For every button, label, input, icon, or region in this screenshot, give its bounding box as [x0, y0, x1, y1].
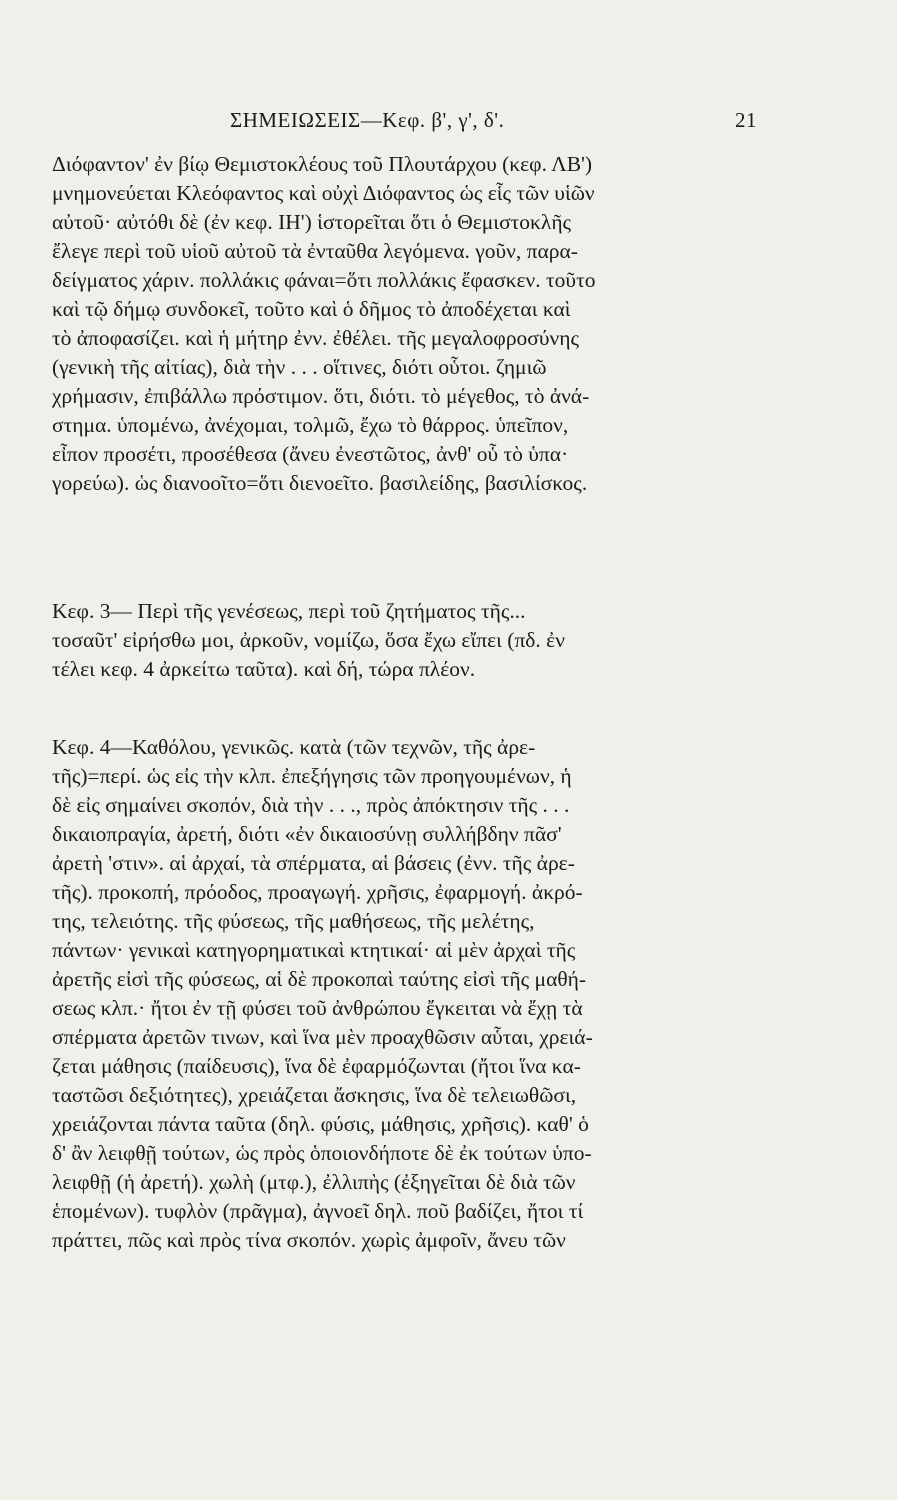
text-line: ἑπομένων). τυφλὸν (πρᾶγμα), ἀγνοεῖ δηλ. ποῦ βαδίζει, ἤτοι τί — [52, 1199, 584, 1223]
text-line: Διόφαντον' ἐν βίῳ Θεμιστοκλέους τοῦ Πλουτάρχου (κεφ. ΛΒ') — [52, 152, 593, 176]
text-line: στημα. ὑπομένω, ἀνέχομαι, τολμῶ, ἔχω τὸ θάρρος. ὑπεῖπον, — [52, 413, 569, 437]
text-line: χρήμασιν, ἐπιβάλλω πρόστιμον. ὅτι, διότι. τὸ μέγεθος, τὸ ἀνά- — [52, 384, 590, 408]
text-line: τῆς). προκοπή, πρόοδος, προαγωγή. χρῆσις, ἐφαρμογή. ἀκρό- — [52, 880, 583, 904]
text-line: δείγματος χάριν. πολλάκις φάναι=ὅτι πολλάκις ἔφασκεν. τοῦτο — [52, 268, 596, 292]
text-line: μνημονεύεται Κλεόφαντος καὶ οὐχὶ Διόφαντος ὡς εἷς τῶν υἱῶν — [52, 181, 595, 205]
text-line: πάντων· γενικαὶ κατηγορηματικαὶ κτητικαί· αἱ μὲν ἀρχαὶ τῆς — [52, 938, 576, 962]
text-line: δ' ἂν λειφθῇ τούτων, ὡς πρὸς ὁποιονδήποτε δὲ ἐκ τούτων ὑπο- — [52, 1141, 592, 1165]
text-line: ἀρετῆς εἰσὶ τῆς φύσεως, αἱ δὲ προκοπαὶ ταύτης εἰσὶ τῆς μαθή- — [52, 967, 587, 991]
text-line: Κεφ. 3— Περὶ τῆς γενέσεως, περὶ τοῦ ζητήματος τῆς... — [52, 599, 526, 623]
text-line: ζεται μάθησις (παίδευσις), ἵνα δὲ ἐφαρμόζωνται (ἤτοι ἵνα κα- — [52, 1054, 581, 1078]
text-line: σεως κλπ.· ἤτοι ἐν τῇ φύσει τοῦ ἀνθρώπου ἔγκειται νὰ ἔχῃ τὰ — [52, 996, 583, 1020]
paragraph-chapter-3 — [52, 597, 757, 684]
text-line: δὲ εἰς σημαίνει σκοπόν, διὰ τὴν . . ., πρὸς ἀπόκτησιν τῆς . . . — [52, 793, 570, 817]
text-line: αὐτοῦ· αὐτόθι δὲ (ἐν κεφ. ΙΗ') ἱστορεῖται ὅτι ὁ Θεμιστοκλῆς — [52, 210, 572, 234]
header-title: ΣΗΜΕΙΩΣΕΙΣ—Κεφ. β', γ', δ'. — [230, 108, 505, 132]
text-line: Κεφ. 4—Καθόλου, γενικῶς. κατὰ (τῶν τεχνῶν, τῆς ἀρε- — [52, 735, 536, 759]
text-line: τέλει κεφ. 4 ἀρκείτω ταῦτα). καὶ δή, τώρα πλέον. — [52, 657, 476, 681]
text-line: (γενικὴ τῆς αἰτίας), διὰ τὴν . . . οἵτινες, διότι οὗτοι. ζημιῶ — [52, 355, 547, 379]
text-line: σπέρματα ἀρετῶν τινων, καὶ ἵνα μὲν προαχθῶσιν αὗται, χρειά- — [52, 1025, 593, 1049]
paragraph-notes-intro — [52, 150, 757, 498]
text-line: ἀρετὴ 'στιν». αἱ ἀρχαί, τὰ σπέρματα, αἱ βάσεις (ἐνν. τῆς ἀρε- — [52, 851, 575, 875]
text-line: καὶ τῷ δήμῳ συνδοκεῖ, τοῦτο καὶ ὁ δῆμος τὸ ἀποδέχεται καὶ — [52, 297, 571, 321]
text-line: ταστῶσι δεξιότητες), χρειάζεται ἄσκησις, ἵνα δὲ τελειωθῶσι, — [52, 1083, 577, 1107]
text-line: γορεύω). ὡς διανοοῖτο=ὅτι διενοεῖτο. βασιλείδης, βασιλίσκος. — [52, 471, 588, 495]
text-line: της, τελειότης. τῆς φύσεως, τῆς μαθήσεως, τῆς μελέτης, — [52, 909, 535, 933]
text-line: λειφθῇ (ἡ ἀρετή). χωλὴ (μτφ.), ἐλλιπὴς (ἐξηγεῖται δὲ διὰ τῶν — [52, 1170, 576, 1194]
page-number: 21 — [735, 108, 757, 132]
text-line: χρειάζονται πάντα ταῦτα (δηλ. φύσις, μάθησις, χρῆσις). καθ' ὁ — [52, 1112, 589, 1136]
text-line: ἔλεγε περὶ τοῦ υἱοῦ αὐτοῦ τὰ ἐνταῦθα λεγόμενα. γοῦν, παρα- — [52, 239, 578, 263]
text-line: δικαιοπραγία, ἀρετή, διότι «ἐν δικαιοσύνῃ συλλήβδην πᾶσ' — [52, 822, 562, 846]
text-line: εἶπον προσέτι, προσέθεσα (ἄνευ ἐνεστῶτος, ἀνθ' οὗ τὸ ὑπα· — [52, 442, 569, 466]
paragraph-chapter-4 — [52, 733, 757, 1255]
text-line: τὸ ἀποφασίζει. καὶ ἡ μήτηρ ἐνν. ἐθέλει. τῆς μεγαλοφροσύνης — [52, 326, 580, 350]
text-line: τοσαῦτ' εἰρήσθω μοι, ἀρκοῦν, νομίζω, ὅσα ἔχω εἴπει (πδ. ἐν — [52, 628, 565, 652]
text-line: πράττει, πῶς καὶ πρὸς τίνα σκοπόν. χωρὶς ἀμφοῖν, ἄνευ τῶν — [52, 1228, 566, 1252]
text-line: τῆς)=περί. ὡς εἰς τὴν κλπ. ἐπεξήγησις τῶν προηγουμένων, ἡ — [52, 764, 572, 788]
